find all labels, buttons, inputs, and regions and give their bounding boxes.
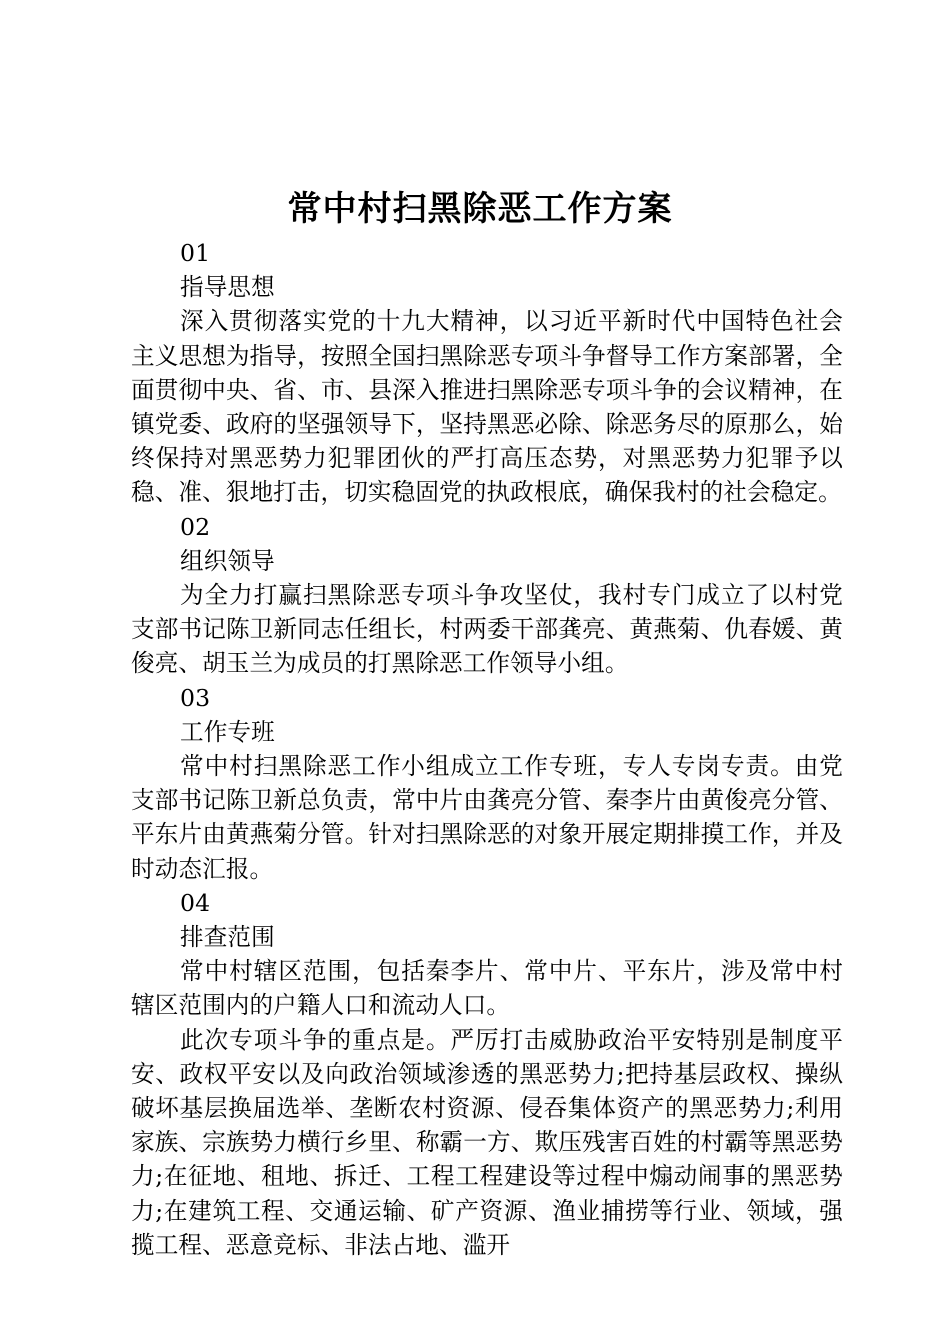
section-number: 02 bbox=[180, 512, 211, 541]
document-title: 常中村扫黑除恶工作方案 bbox=[287, 189, 673, 229]
section-heading: 组织领导 bbox=[180, 546, 275, 575]
section-heading: 排查范围 bbox=[180, 923, 275, 952]
section-paragraph: 为全力打赢扫黑除恶专项斗争攻坚仗，我村专门成立了以村党支部书记陈卫新同志任组长，村两委干部龚亮、黄燕菊、仇春媛、黄俊亮、胡玉兰为成员的打黑除恶工作领导小组。 bbox=[131, 581, 843, 678]
section-paragraph: 此次专项斗争的重点是。严厉打击威胁政治平安特别是制度平安、政权平安以及向政治领域渗透的黑恶势力;把持基层政权、操纵破坏基层换届选举、垄断农村资源、侵吞集体资产的黑恶势力;利用家族、宗族势力横行乡里、称霸一方、欺压残害百姓的村霸等黑恶势力;在征地、租地、拆迁、工程工程建设等过程中煽动闹事的黑恶势力;在建筑工程、交通运输、矿产资源、渔业捕捞等行业、领域，强揽工程、恶意竞标、非法占地、滥开 bbox=[131, 1025, 843, 1259]
document-body bbox=[131, 236, 843, 1262]
section-number: 04 bbox=[180, 888, 211, 917]
section-heading: 工作专班 bbox=[180, 717, 275, 746]
section-number: 03 bbox=[180, 683, 211, 712]
section-paragraph: 深入贯彻落实党的十九大精神，以习近平新时代中国特色社会主义思想为指导，按照全国扫黑除恶专项斗争督导工作方案部署，全面贯彻中央、省、市、县深入推进扫黑除恶专项斗争的会议精神，在镇党委、政府的坚强领导下，坚持黑恶必除、除恶务尽的原那么，始终保持对黑恶势力犯罪团伙的严打高压态势，对黑恶势力犯罪予以稳、准、狠地打击，切实稳固党的执政根底，确保我村的社会稳定。 bbox=[131, 307, 843, 507]
section-paragraph: 常中村辖区范围，包括秦李片、常中片、平东片，涉及常中村辖区范围内的户籍人口和流动人口。 bbox=[131, 957, 843, 1020]
section-heading: 指导思想 bbox=[180, 273, 275, 302]
section-paragraph: 常中村扫黑除恶工作小组成立工作专班，专人专岗专责。由党支部书记陈卫新总负责，常中片由龚亮分管、秦李片由黄俊亮分管、平东片由黄燕菊分管。针对扫黑除恶的对象开展定期排摸工作，并及时动态汇报。 bbox=[131, 752, 843, 883]
section-number: 01 bbox=[180, 239, 211, 267]
